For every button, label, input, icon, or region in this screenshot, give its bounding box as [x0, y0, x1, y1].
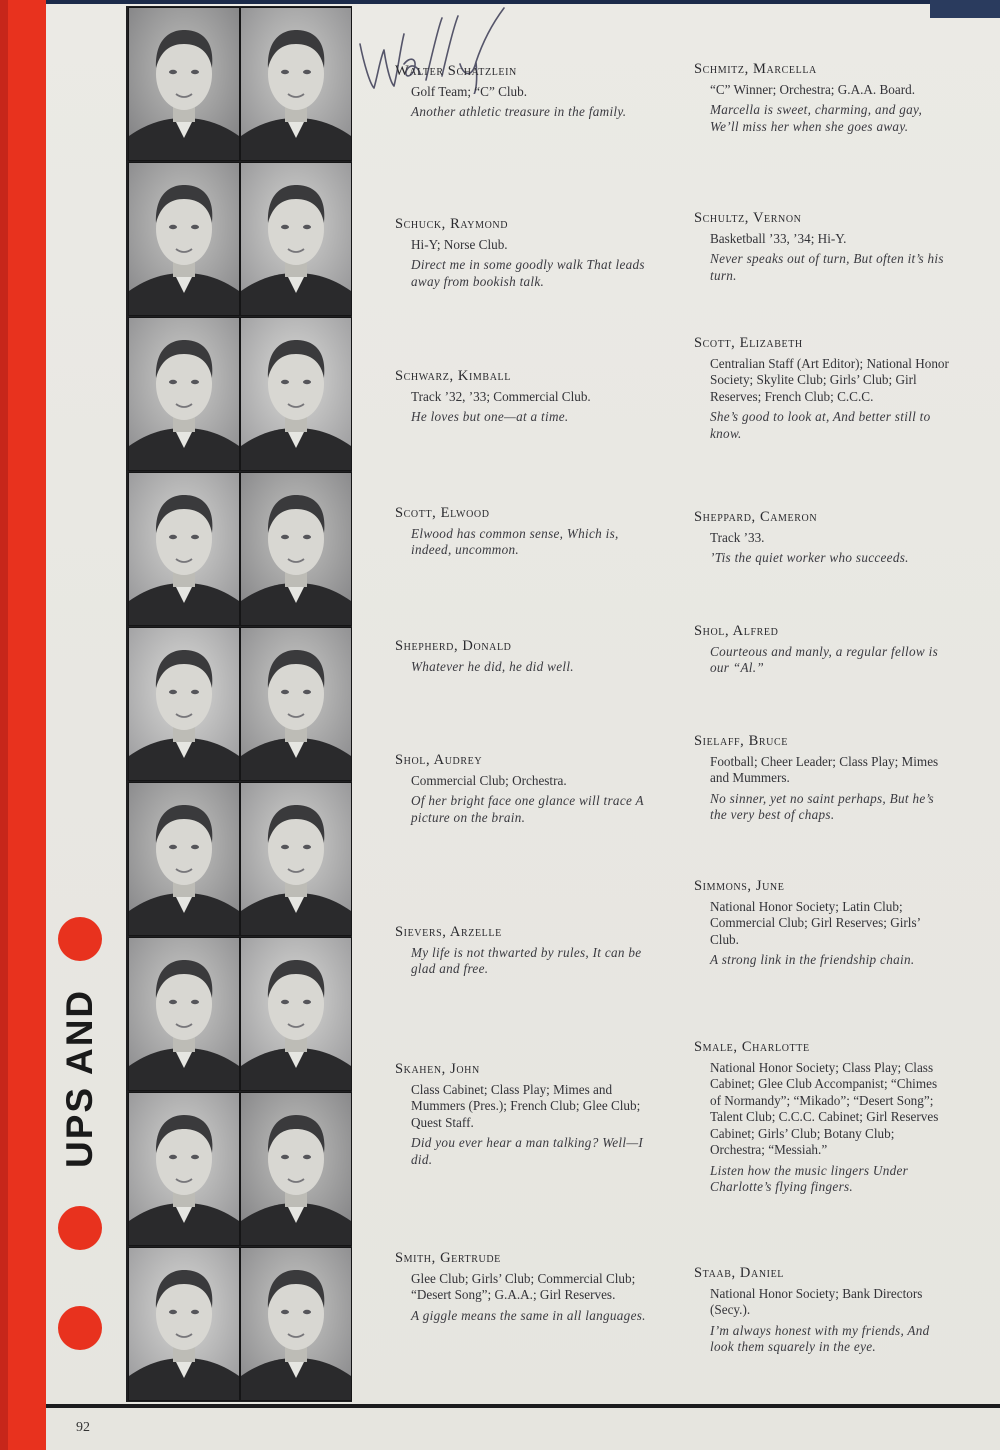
- portrait-icon: [241, 628, 351, 780]
- student-name: Smith, Gertrude: [395, 1250, 501, 1266]
- student-quote: Listen how the music lingers Under Charlotte’s flying fingers.: [710, 1162, 909, 1194]
- entry-left-9: [395, 1250, 650, 1324]
- photo-grid: [126, 6, 352, 1402]
- student-name: Skahen, John: [395, 1061, 480, 1077]
- student-name: Schultz, Vernon: [694, 210, 802, 226]
- portrait-icon: [241, 163, 351, 315]
- student-activities: National Honor Society; Latin Club; Commercial Club; Girl Reserves; Girls’ Club.: [710, 898, 920, 947]
- entry-right-2: [694, 210, 949, 284]
- portrait-icon: [129, 628, 239, 780]
- portrait-icon: [241, 1248, 351, 1400]
- student-portrait: [128, 472, 240, 626]
- student-portrait: [240, 782, 352, 936]
- student-activities: Glee Club; Girls’ Club; Commercial Club; “Desert Song”; G.A.A.; Girl Reserves.: [411, 1270, 636, 1302]
- student-name: Sheppard, Cameron: [694, 509, 818, 525]
- student-activities: Basketball ’33, ’34; Hi-Y.: [710, 230, 847, 246]
- student-portrait: [240, 317, 352, 471]
- student-quote: Of her bright face one glance will trace A picture on the brain.: [411, 793, 644, 825]
- student-portrait: [128, 782, 240, 936]
- student-quote: No sinner, yet no saint perhaps, But he’s the very best of chaps.: [710, 790, 934, 822]
- student-activities: “C” Winner; Orchestra; G.A.A. Board.: [710, 81, 916, 97]
- entry-left-6: [395, 752, 650, 826]
- bottom-rule: [46, 1404, 1000, 1408]
- student-portrait: [128, 317, 240, 471]
- entry-right-8: [694, 1039, 949, 1196]
- student-name: Walter Schatzlein: [395, 63, 517, 79]
- student-quote: She’s good to look at, And better still to know.: [710, 409, 931, 441]
- student-portrait: [240, 1247, 352, 1401]
- student-quote: Whatever he did, he did well.: [411, 658, 574, 674]
- student-portrait: [240, 1092, 352, 1246]
- portrait-icon: [129, 1093, 239, 1245]
- portrait-icon: [129, 473, 239, 625]
- student-activities: Centralian Staff (Art Editor); National Honor Society; Skylite Club; Girls’ Club; Girl Reserves; French Club; C.C.C.: [710, 355, 949, 404]
- student-quote: My life is not thwarted by rules, It can be glad and free.: [411, 944, 642, 976]
- entry-left-4: [395, 505, 650, 559]
- student-quote: A strong link in the friendship chain.: [710, 952, 915, 967]
- student-portrait: [128, 1092, 240, 1246]
- student-quote: ’Tis the quiet worker who succeeds.: [710, 550, 909, 565]
- red-dot-3: [58, 1306, 102, 1350]
- student-portrait: [128, 7, 240, 161]
- student-quote: A giggle means the same in all languages.: [411, 1307, 646, 1323]
- entry-left-3: [395, 368, 650, 426]
- entry-left-8: [395, 1061, 650, 1168]
- red-margin-shadow: [0, 0, 8, 1450]
- student-portrait: [240, 162, 352, 316]
- student-quote: Marcella is sweet, charming, and gay, We’ll miss her when she goes away.: [710, 102, 923, 134]
- student-activities: Class Cabinet; Class Play; Mimes and Mummers (Pres.); French Club; Glee Club; Quest Staff.: [411, 1081, 641, 1130]
- page-number: 92: [76, 1420, 90, 1435]
- student-name: Schuck, Raymond: [395, 216, 509, 232]
- student-portrait: [240, 472, 352, 626]
- student-portrait: [240, 937, 352, 1091]
- student-quote: Courteous and manly, a regular fellow is our “Al.”: [710, 643, 939, 675]
- student-activities: Track ’32, ’33; Commercial Club.: [411, 388, 591, 404]
- top-right-edge: [930, 0, 1000, 18]
- side-title: UPS AND: [59, 988, 100, 1168]
- entry-left-5: [395, 638, 650, 675]
- entry-right-3: [694, 335, 949, 442]
- student-name: Staab, Daniel: [694, 1265, 784, 1281]
- entry-left-7: [395, 924, 650, 978]
- student-portrait: [128, 627, 240, 781]
- student-activities: Football; Cheer Leader; Class Play; Mimes and Mummers.: [710, 753, 939, 785]
- student-name: Smale, Charlotte: [694, 1039, 810, 1055]
- portrait-icon: [241, 8, 351, 160]
- student-activities: Commercial Club; Orchestra.: [411, 772, 567, 788]
- student-portrait: [240, 627, 352, 781]
- student-name: Schwarz, Kimball: [395, 368, 511, 384]
- student-name: Sievers, Arzelle: [395, 924, 502, 940]
- student-name: Scott, Elizabeth: [694, 335, 803, 351]
- student-quote: Elwood has common sense, Which is, indeed, uncommon.: [411, 525, 619, 557]
- portrait-icon: [129, 8, 239, 160]
- student-portrait: [240, 7, 352, 161]
- student-name: Sielaff, Bruce: [694, 733, 788, 749]
- red-dot-2: [58, 1206, 102, 1250]
- student-quote: Did you ever hear a man talking? Well—I did.: [411, 1135, 644, 1167]
- student-name: Shepherd, Donald: [395, 638, 512, 654]
- entry-right-1: [694, 61, 949, 135]
- student-name: Scott, Elwood: [395, 505, 490, 521]
- student-portrait: [128, 1247, 240, 1401]
- student-activities: Golf Team; “C” Club.: [411, 83, 528, 99]
- student-activities: National Honor Society; Bank Directors (Secy.).: [710, 1285, 923, 1317]
- student-quote: Another athletic treasure in the family.: [411, 104, 627, 119]
- portrait-icon: [241, 473, 351, 625]
- student-quote: Never speaks out of turn, But often it’s his turn.: [710, 251, 944, 283]
- entry-right-9: [694, 1265, 949, 1356]
- student-portrait: [128, 937, 240, 1091]
- entry-right-7: [694, 878, 949, 969]
- student-name: Shol, Audrey: [395, 752, 483, 768]
- student-name: Schmitz, Marcella: [694, 61, 817, 77]
- portrait-icon: [129, 318, 239, 470]
- entry-right-6: [694, 733, 949, 824]
- student-quote: I’m always honest with my friends, And look them squarely in the eye.: [710, 1322, 930, 1354]
- student-name: Shol, Alfred: [694, 623, 779, 639]
- portrait-icon: [241, 1093, 351, 1245]
- student-name: Simmons, June: [694, 878, 785, 894]
- entry-right-5: [694, 623, 949, 677]
- student-activities: Track ’33.: [710, 529, 765, 545]
- portrait-icon: [241, 938, 351, 1090]
- portrait-icon: [241, 318, 351, 470]
- portrait-icon: [129, 1248, 239, 1400]
- entry-left-2: [395, 216, 650, 290]
- portrait-icon: [129, 163, 239, 315]
- student-portrait: [128, 162, 240, 316]
- entry-left-1: [395, 63, 650, 121]
- student-quote: Direct me in some goodly walk That leads away from bookish talk.: [411, 257, 645, 289]
- student-activities: Hi-Y; Norse Club.: [411, 236, 508, 252]
- student-activities: National Honor Society; Class Play; Class Cabinet; Glee Club Accompanist; “Chimes of Normandy”; “Mikado”; “Desert Song”; Talent Club; C.C.C. Cabinet; Girl Reserves Cabinet; Girls’ Club; Botany Club; Orchestra; “Messiah.”: [710, 1059, 939, 1157]
- portrait-icon: [241, 783, 351, 935]
- portrait-icon: [129, 938, 239, 1090]
- portrait-icon: [129, 783, 239, 935]
- student-quote: He loves but one—at a time.: [411, 409, 569, 424]
- entry-right-4: [694, 509, 949, 567]
